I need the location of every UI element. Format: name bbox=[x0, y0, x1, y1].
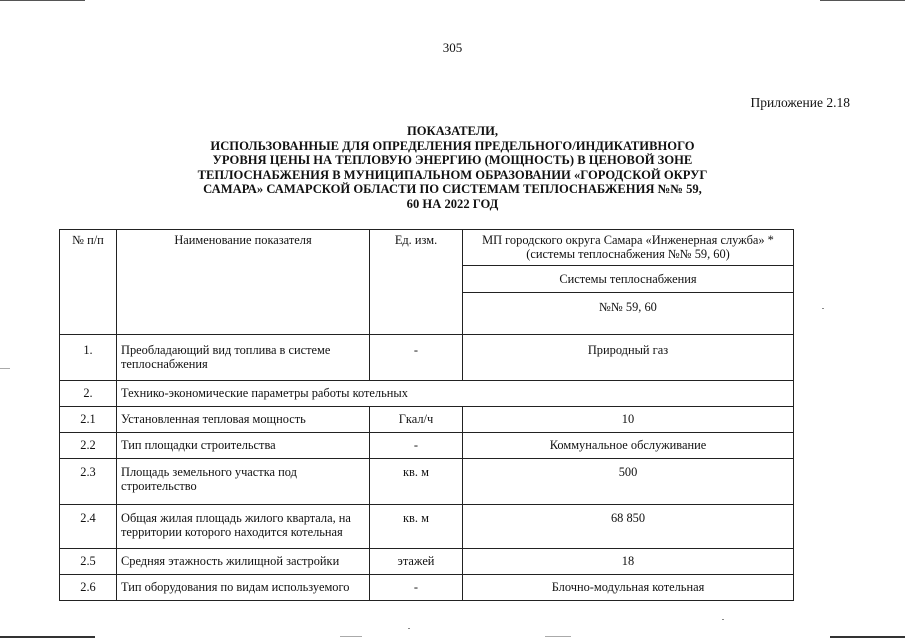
indicators-table bbox=[59, 229, 794, 601]
row-unit: Гкал/ч bbox=[370, 407, 463, 433]
header-system-numbers: №№ 59, 60 bbox=[463, 293, 794, 335]
table-row bbox=[60, 381, 794, 407]
appendix-label: Приложение 2.18 bbox=[750, 95, 850, 110]
row-name: Тип оборудования по видам используемого bbox=[117, 575, 370, 601]
title-line: ТЕПЛОСНАБЖЕНИЯ В МУНИЦИПАЛЬНОМ ОБРАЗОВАНИИ «ГОРОДСКОЙ ОКРУГ bbox=[197, 167, 708, 182]
row-value: 10 bbox=[463, 407, 794, 433]
row-name: Преобладающий вид топлива в системе теплоснабжения bbox=[117, 335, 370, 381]
table-row bbox=[60, 407, 794, 433]
row-unit: этажей bbox=[370, 549, 463, 575]
row-unit: кв. м bbox=[370, 459, 463, 505]
org-line-1: МП городского округа Самара «Инженерная служба» * bbox=[482, 233, 774, 247]
row-value: Коммунальное обслуживание bbox=[463, 433, 794, 459]
row-unit: - bbox=[370, 433, 463, 459]
row-num: 2.4 bbox=[60, 505, 117, 549]
title-line: 60 НА 2022 ГОД bbox=[406, 196, 499, 211]
document-title bbox=[150, 124, 755, 212]
table-row bbox=[60, 575, 794, 601]
table-row bbox=[60, 549, 794, 575]
row-name: Средняя этажность жилищной застройки bbox=[117, 549, 370, 575]
row-value: Природный газ bbox=[463, 335, 794, 381]
scan-edge-bottom-right bbox=[830, 636, 905, 638]
scan-dot bbox=[822, 308, 824, 309]
row-unit: кв. м bbox=[370, 505, 463, 549]
scan-edge-bottom-left bbox=[0, 636, 95, 638]
row-name: Установленная тепловая мощность bbox=[117, 407, 370, 433]
table-row bbox=[60, 433, 794, 459]
scan-mark bbox=[0, 368, 10, 369]
row-name: Площадь земельного участка под строительство bbox=[117, 459, 370, 505]
row-num: 2.3 bbox=[60, 459, 117, 505]
row-value: 68 850 bbox=[463, 505, 794, 549]
scan-dot bbox=[722, 619, 724, 620]
header-num: № п/п bbox=[60, 230, 117, 335]
row-num: 2.5 bbox=[60, 549, 117, 575]
scan-mark bbox=[545, 636, 571, 637]
table-row bbox=[60, 335, 794, 381]
table-header-row bbox=[60, 230, 794, 266]
row-num: 1. bbox=[60, 335, 117, 381]
row-name: Тип площадки строительства bbox=[117, 433, 370, 459]
row-num: 2.1 bbox=[60, 407, 117, 433]
row-num: 2. bbox=[60, 381, 117, 407]
title-line: УРОВНЯ ЦЕНЫ НА ТЕПЛОВУЮ ЭНЕРГИЮ (МОЩНОСТЬ) В ЦЕНОВОЙ ЗОНЕ bbox=[212, 153, 693, 168]
table-row bbox=[60, 505, 794, 549]
header-organization bbox=[463, 230, 794, 266]
row-value: Блочно-модульная котельная bbox=[463, 575, 794, 601]
row-unit: - bbox=[370, 575, 463, 601]
scan-edge-top-right bbox=[820, 0, 905, 1]
title-line: ИСПОЛЬЗОВАННЫЕ ДЛЯ ОПРЕДЕЛЕНИЯ ПРЕДЕЛЬНОГО/ИНДИКАТИВНОГО bbox=[210, 138, 695, 153]
row-num: 2.2 bbox=[60, 433, 117, 459]
table-row bbox=[60, 459, 794, 505]
row-unit: - bbox=[370, 335, 463, 381]
title-line: ПОКАЗАТЕЛИ, bbox=[406, 124, 499, 138]
scan-edge-top-left bbox=[0, 0, 85, 1]
page-number: 305 bbox=[442, 40, 463, 55]
row-section-title: Технико-экономические параметры работы котельных bbox=[117, 381, 794, 407]
row-num: 2.6 bbox=[60, 575, 117, 601]
scan-mark bbox=[340, 636, 362, 637]
header-name: Наименование показателя bbox=[117, 230, 370, 335]
row-name: Общая жилая площадь жилого квартала, на территории которого находится котельная bbox=[117, 505, 370, 549]
row-value: 500 bbox=[463, 459, 794, 505]
header-systems: Системы теплоснабжения bbox=[463, 266, 794, 293]
scan-dot bbox=[408, 628, 410, 629]
title-line: САМАРА» САМАРСКОЙ ОБЛАСТИ ПО СИСТЕМАМ ТЕПЛОСНАБЖЕНИЯ №№ 59, bbox=[203, 182, 702, 197]
org-line-2: (системы теплоснабжения №№ 59, 60) bbox=[526, 247, 730, 261]
row-value: 18 bbox=[463, 549, 794, 575]
header-unit: Ед. изм. bbox=[370, 230, 463, 335]
